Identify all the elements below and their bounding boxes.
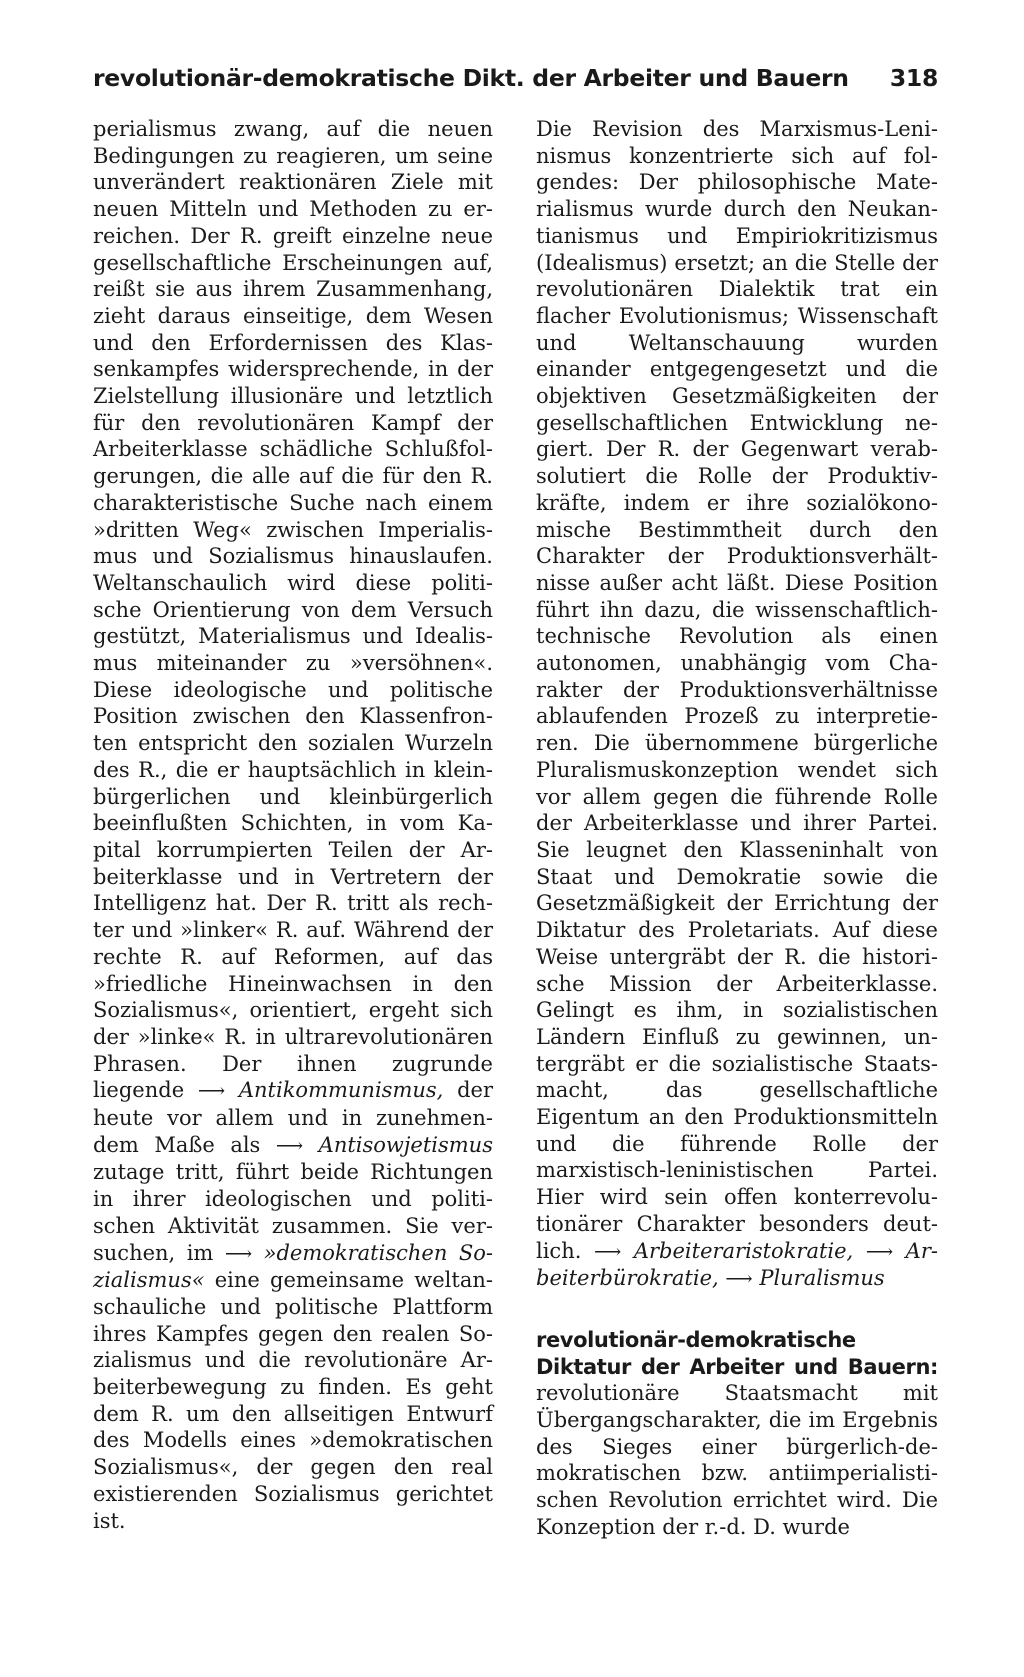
cross-reference-pluralismus[interactable]: Pluralismus bbox=[759, 1266, 885, 1291]
cross-reference-arrow-icon: ⟶ bbox=[275, 1134, 304, 1157]
body-text: zutage tritt, führt beide Richtungen in ihrer ideologischen und politischen Aktivität zusammen. Sie versuchen, im bbox=[93, 1160, 493, 1265]
paragraph-revision bbox=[536, 116, 938, 1293]
cross-reference-arrow-icon: ⟶ bbox=[224, 1242, 253, 1265]
entry-definition: revolutionäre Staatsmacht mit Übergangscharakter, die im Ergebnis des Sieges einer bürgerlich-demokratischen bzw. antiimperialistischen Revolution errichtet wird. Die Konzeption der r.-d. D. wurde bbox=[536, 1381, 938, 1539]
cross-reference-arrow-icon: ⟶ bbox=[865, 1240, 894, 1263]
cross-reference-arbeiteraristokratie[interactable]: Arbeiteraristokratie, bbox=[633, 1238, 854, 1263]
cross-reference-demokratischer-sozialismus[interactable]: »demokratischen Sozialismus« bbox=[93, 1240, 493, 1293]
running-title: revolutionär-demokratische Dikt. der Arbeiter und Bauern bbox=[93, 64, 849, 92]
page-number: 318 bbox=[889, 64, 938, 92]
cross-reference-arrow-icon: ⟶ bbox=[725, 1268, 753, 1291]
body-text: eine gemeinsame weltanschauliche und politische Plattform ihres Kampfes gegen den realen Sozialismus und die revolutionäre Arbeiterbewegung zu finden. Es geht dem R. um den allseitigen Entwurf des Modells eines »demokratischen Sozialismus«, der gegen den real existierenden Sozialismus gerichtet ist. bbox=[93, 1268, 493, 1533]
entry-lemma: revolutionär-demokratische Diktatur der Arbeiter und Bauern: bbox=[536, 1327, 938, 1379]
cross-reference-arrow-icon: ⟶ bbox=[594, 1240, 622, 1263]
body-text: Die Revision des Marxismus-Leninismus konzentrierte sich auf folgendes: Der philosophische Materialismus wurde durch den Neukantianismus und Empiriokritizismus (Idealismus) ersetzt; an die Stelle der revolutionären Dialektik trat ein flacher Evolutionismus; Wissenschaft und Weltanschauung wurden einander entgegengesetzt und die objektiven Gesetzmäßigkeiten der gesellschaftlichen Entwicklung negiert. Der R. der Gegenwart verabsolutiert die Rolle der Produktivkräfte, indem er ihre sozialökonomische Bestimmtheit durch den Charakter der Produktionsverhältnisse außer acht läßt. Diese Position führt ihn dazu, die wissenschaftlich-technische Revolution als einen autonomen, unabhängig vom Charakter der Produktionsverhältnisse ablaufenden Prozeß zu interpretieren. Die übernommene bürgerliche Pluralismuskonzeption wendet sich vor allem gegen die führende Rolle der Arbeiterklasse und ihrer Partei. Sie leugnet den Klasseninhalt von Staat und Demokratie sowie die Gesetzmäßigkeit der Errichtung der Diktatur des Proletariats. Auf diese Weise untergräbt der R. die historische Mission der Arbeiterklasse. Gelingt es ihm, in sozialistischen Ländern Einfluß zu gewinnen, untergräbt er die sozialistische Staatsmacht, das gesellschaftliche Eigentum an den Produktionsmitteln und die führende Rolle der marxistisch-leninistischen Partei. Hier wird sein offen konterrevolutionärer Charakter besonders deutlich. bbox=[536, 117, 938, 1263]
cross-reference-antisowjetismus[interactable]: Antisowjetismus bbox=[318, 1132, 493, 1157]
dictionary-entry bbox=[536, 1327, 938, 1541]
left-column bbox=[93, 116, 493, 1534]
paragraph-continuation bbox=[93, 116, 493, 1534]
running-head bbox=[93, 64, 938, 104]
cross-reference-arrow-icon: ⟶ bbox=[197, 1080, 226, 1103]
cross-reference-arbeiterbuerokratie[interactable]: Arbeiterbürokratie, bbox=[536, 1238, 938, 1291]
body-text: der heute vor allem und in zunehmendem Maße als bbox=[93, 1078, 493, 1157]
body-text: perialismus zwang, auf die neuen Bedingungen zu reagieren, um seine unverändert reaktionären Ziele mit neuen Mitteln und Methoden zu erreichen. Der R. greift einzelne neue gesellschaftliche Erscheinungen auf, reißt sie aus ihrem Zusammenhang, zieht daraus einseitige, dem Wesen und den Erfordernissen des Klassenkampfes widersprechende, in der Zielstellung illusionäre und letztlich für den revolutionären Kampf der Arbeiterklasse schädliche Schlußfolgerungen, die alle auf die für den R. charakteristische Suche nach einem »dritten Weg« zwischen Imperialismus und Sozialismus hinauslaufen. Weltanschaulich wird diese politische Orientierung von dem Versuch gestützt, Materialismus und Idealismus miteinander zu »versöhnen«. Diese ideologische und politische Position zwischen den Klassenfronten entspricht den sozialen Wurzeln des R., die er hauptsächlich in kleinbürgerlichen und kleinbürgerlich beeinflußten Schichten, in vom Kapital korrumpierten Teilen der Arbeiterklasse und in Vertretern der Intelligenz hat. Der R. tritt als rechter und »linker« R. auf. Während der rechte R. auf Reformen, auf das »friedliche Hineinwachsen in den Sozialismus«, orientiert, ergeht sich der »linke« R. in ultrarevolutionären Phrasen. Der ihnen zugrunde liegende bbox=[93, 117, 493, 1103]
cross-reference-antikommunismus[interactable]: Antikommunismus, bbox=[238, 1078, 444, 1103]
right-column bbox=[536, 116, 938, 1541]
